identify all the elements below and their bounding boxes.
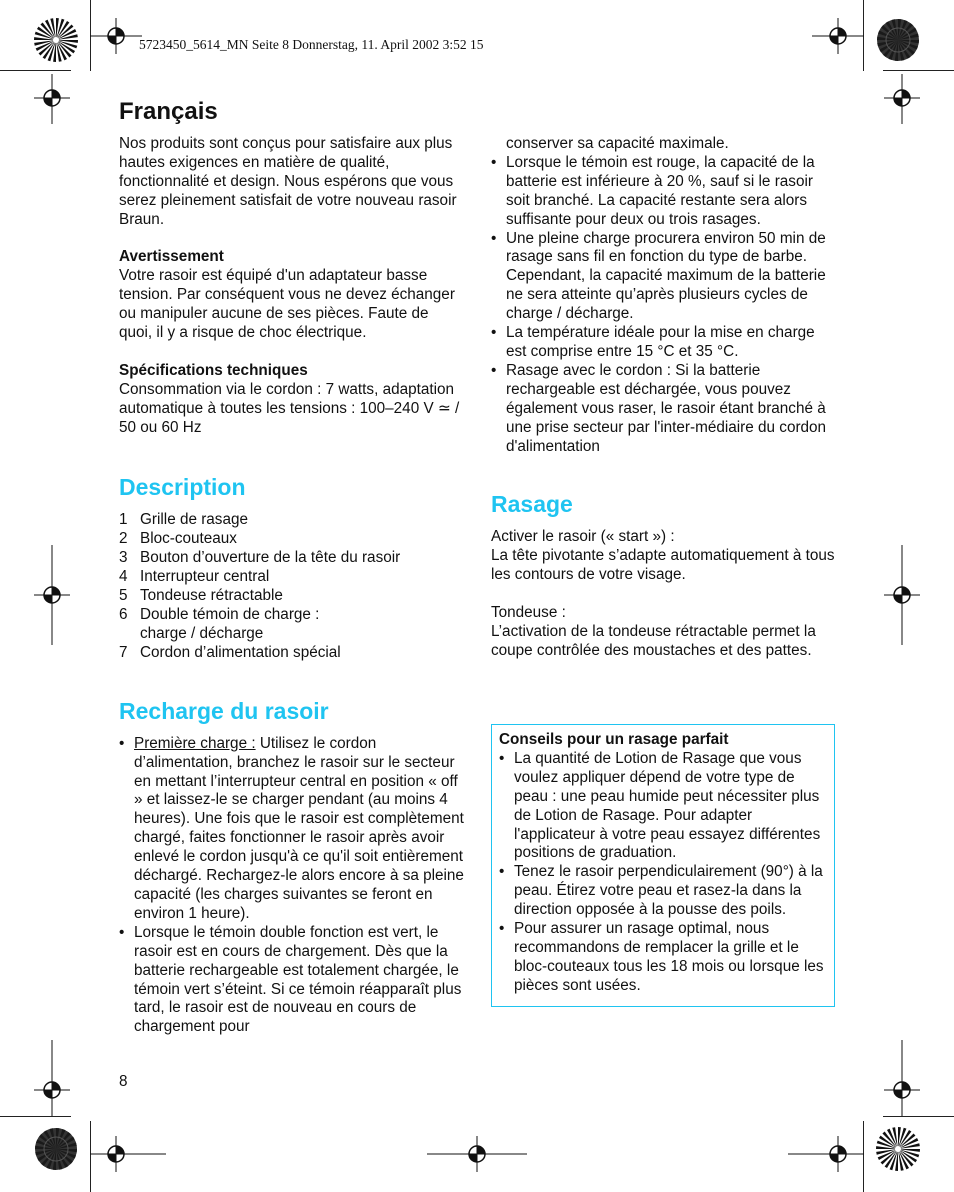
rasage-heading: Rasage [491,491,573,518]
crop-line [883,70,954,71]
list-item: 6 Double témoin de charge : charge / décharge [119,606,320,642]
registration-mark-icon [884,1040,920,1116]
right-column [491,135,836,661]
starburst-target-icon [34,18,78,62]
intro-paragraph: Nos produits sont conçus pour satisfaire aux plus hautes exigences en matière de qualité, fonctionnalité et design. Nous espérons que vous serez pleinement satisfait de votre nouveau rasoir Braun. [119,135,457,228]
list-item: • La température idéale pour la mise en charge est comprise entre 15 °C et 35 °C. [491,324,815,360]
list-item: • Rasage avec le cordon : Si la batterie rechargeable est déchargée, vous pouvez également vous raser, le rasoir étant branché à une prise secteur par l'inter-médiaire du cordon d'alimentation [491,361,827,455]
page-title: Français [119,98,218,125]
recharge-list [119,735,464,1038]
list-item: 5 Tondeuse rétractable [119,587,283,605]
list-item: • Pour assurer un rasage optimal, nous recommandons de remplacer la grille et le bloc-couteaux tous les 18 mois ou lorsque les pièces sont usées. [499,920,824,994]
list-item: • Lorsque le témoin est rouge, la capacité de la batterie est inférieure à 20 %, sauf si le rasoir soit branché. La capacité restante sera alors suffisante pour deux ou trois rasages. [491,153,815,228]
tips-heading: Conseils pour un rasage parfait [499,731,729,748]
registration-mark-icon [90,1136,166,1172]
print-slug: 5723450_5614_MN Seite 8 Donnerstag, 11. April 2002 3:52 15 [139,37,484,52]
trimmer-label: Tondeuse : [491,604,566,622]
list-item: 2 Bloc-couteaux [119,530,237,548]
recharge-list-continued [491,154,836,457]
registration-mark-icon [884,74,920,124]
trimmer-paragraph: L’activation de la tondeuse rétractable permet la coupe contrôlée des moustaches et des pattes. [491,622,816,659]
registration-mark-icon [812,18,864,54]
continued-text: conserver sa capacité maximale. [506,135,729,152]
tips-box [491,724,835,1007]
density-target-icon [34,1127,78,1171]
specs-heading: Spécifications techniques [119,361,308,379]
list-item: • Tenez le rasoir perpendiculairement (90°) à la peau. Étirez votre peau et rasez-la dans la direction opposée à la pousse des poils. [499,863,823,919]
list-item: • La quantité de Lotion de Rasage que vous voulez appliquer dépend de votre type de peau : une peau humide peut nécessiter plus de Lotion de Rasage. Pour adapter l'applicateur à votre peau essayez différentes positions de graduation. [499,749,821,862]
warning-paragraph: Votre rasoir est équipé d'un adaptateur basse tension. Par conséquent vous ne devez échanger ou manipuler aucune de ses pièces. Faute de quoi, il y a risque de choc électrique. [119,267,455,342]
description-list [119,511,464,662]
activate-paragraph: La tête pivotante s’adapte automatiquement à tous les contours de votre visage. [491,547,835,584]
page-number: 8 [119,1073,128,1090]
list-item: 4 Interrupteur central [119,568,270,586]
crop-line [0,70,71,71]
registration-mark-icon [90,18,142,54]
specs-paragraph: Consommation via le cordon : 7 watts, adaptation automatique à toutes les tensions : 100–240 V ≃ / 50 ou 60 Hz [119,380,460,436]
crop-line [0,1116,71,1117]
list-item: • Une pleine charge procurera environ 50 min de rasage sans fil en fonction du type de barbe. Cependant, la capacité maximum de la batterie ne sera atteinte qu’après plusieurs cycles de charge / décharge. [491,229,826,323]
registration-mark-icon [884,545,920,645]
registration-mark-icon [34,545,70,645]
registration-mark-icon [788,1136,864,1172]
recharge-heading: Recharge du rasoir [119,697,329,724]
registration-mark-icon [427,1136,527,1172]
list-item: • Lorsque le témoin double fonction est vert, le rasoir est en cours de chargement. Dès que la batterie rechargeable est totalement chargée, le témoin vert s’éteint. Si ce témoin réapparaît plus tard, le rasoir est de nouveau en cours de chargement pour [119,923,462,1036]
registration-mark-icon [34,1040,70,1116]
warning-heading: Avertissement [119,248,224,266]
list-item: • Première charge : Utilisez le cordon d’alimentation, branchez le rasoir sur le secteur en mettant l’interrupteur central en position « off » et laissez-le se charger pendant (au moins 4 heures). Une fois que le rasoir est complètement chargé, faites fonctionner le rasoir après avoir enlevé le cordon jusqu'à ce qu'il soit entièrement déchargé. Rechargez-le alors encore à sa pleine capacité (les charges suivantes se feront en environ 1 heure). [119,734,464,922]
left-column [119,97,464,1037]
starburst-target-icon [876,1127,920,1171]
registration-mark-icon [34,74,70,124]
list-item: 7 Cordon d’alimentation spécial [119,643,341,661]
description-heading: Description [119,474,246,501]
tips-list [499,750,828,996]
list-item: 3 Bouton d’ouverture de la tête du rasoir [119,549,401,567]
crop-line [883,1116,954,1117]
list-item: 1 Grille de rasage [119,511,248,529]
density-target-icon [876,18,920,62]
activate-label: Activer le rasoir (« start ») : [491,528,675,546]
